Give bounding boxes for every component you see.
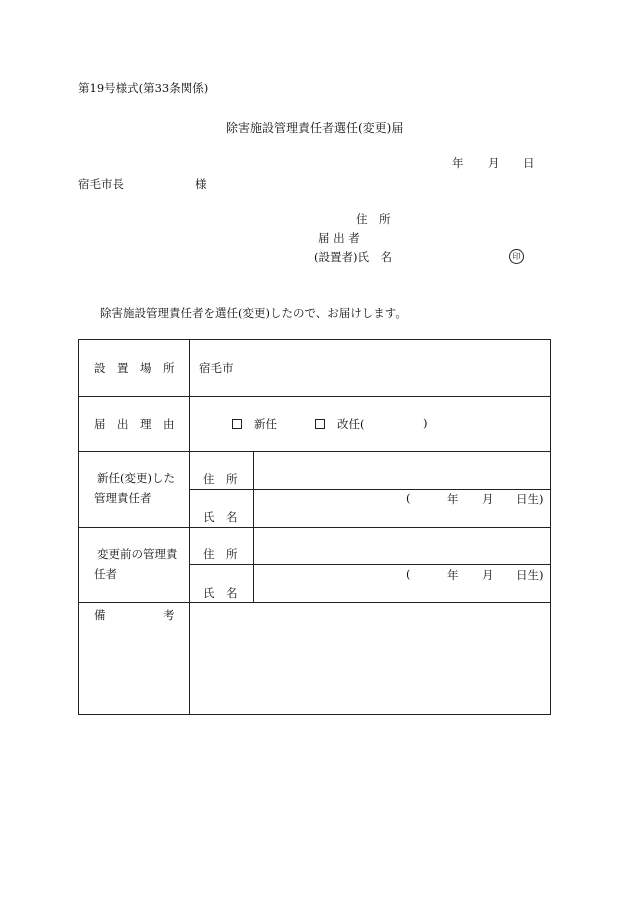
form-title: 除害施設管理責任者選任(変更)届 [226,121,404,135]
new-birth-year: 年 [447,492,459,506]
seal-mark: 印 [509,249,524,264]
date-day-label: 日 [523,156,535,170]
reason-label: 届 出 理 由 [94,417,175,431]
applicant-role-label: 届 出 者 [318,231,360,245]
location-label: 設 置 場 所 [94,361,175,375]
option-change[interactable] [315,416,365,432]
sub-label-divider [253,451,254,602]
new-manager-label-line1: 新任(変更)した [97,471,175,485]
row-divider [79,396,550,397]
new-manager-name-label: 氏 名 [203,510,238,524]
option-change-label: 改任( [337,417,365,431]
new-birth-month: 月 [482,492,494,506]
applicant-address-label: 住 所 [356,212,391,226]
sub-row-divider [189,564,550,565]
date-month-label: 月 [488,156,500,170]
applicant-name-label: (設置者)氏 名 [314,250,392,264]
row-divider [79,527,550,528]
form-number: 第19号様式(第33条関係) [78,81,209,95]
addressee-city: 宿毛市長 [78,177,124,191]
prev-birth-open: ( [406,567,411,581]
intro-text: 除害施設管理責任者を選任(変更)したので、お届けします。 [100,306,407,320]
row-divider [79,451,550,452]
new-manager-label-line2: 管理責任者 [94,491,152,505]
new-birth-open: ( [406,491,411,505]
location-value[interactable]: 宿毛市 [199,361,234,375]
sub-row-divider [189,489,550,490]
prev-birth-year: 年 [447,568,459,582]
date-year-label: 年 [452,156,464,170]
new-birth-day: 日生) [516,492,544,506]
option-change-close: ) [423,416,428,430]
prev-birth-day: 日生) [516,568,544,582]
new-checkbox[interactable] [232,419,242,429]
change-checkbox[interactable] [315,419,325,429]
new-manager-address-label: 住 所 [203,472,238,486]
prev-manager-name-label: 氏 名 [203,586,238,600]
remarks-field[interactable] [190,603,550,714]
remarks-label-last: 考 [163,608,175,622]
application-table [78,339,551,715]
addressee-honorific: 様 [195,177,207,191]
prev-manager-label-line2: 任者 [94,567,117,581]
remarks-label-first: 備 [94,608,106,622]
option-new[interactable] [232,416,277,432]
prev-manager-label-line1: 変更前の管理責 [97,547,178,561]
prev-birth-month: 月 [482,568,494,582]
option-new-label: 新任 [254,417,277,431]
prev-manager-address-label: 住 所 [203,547,238,561]
